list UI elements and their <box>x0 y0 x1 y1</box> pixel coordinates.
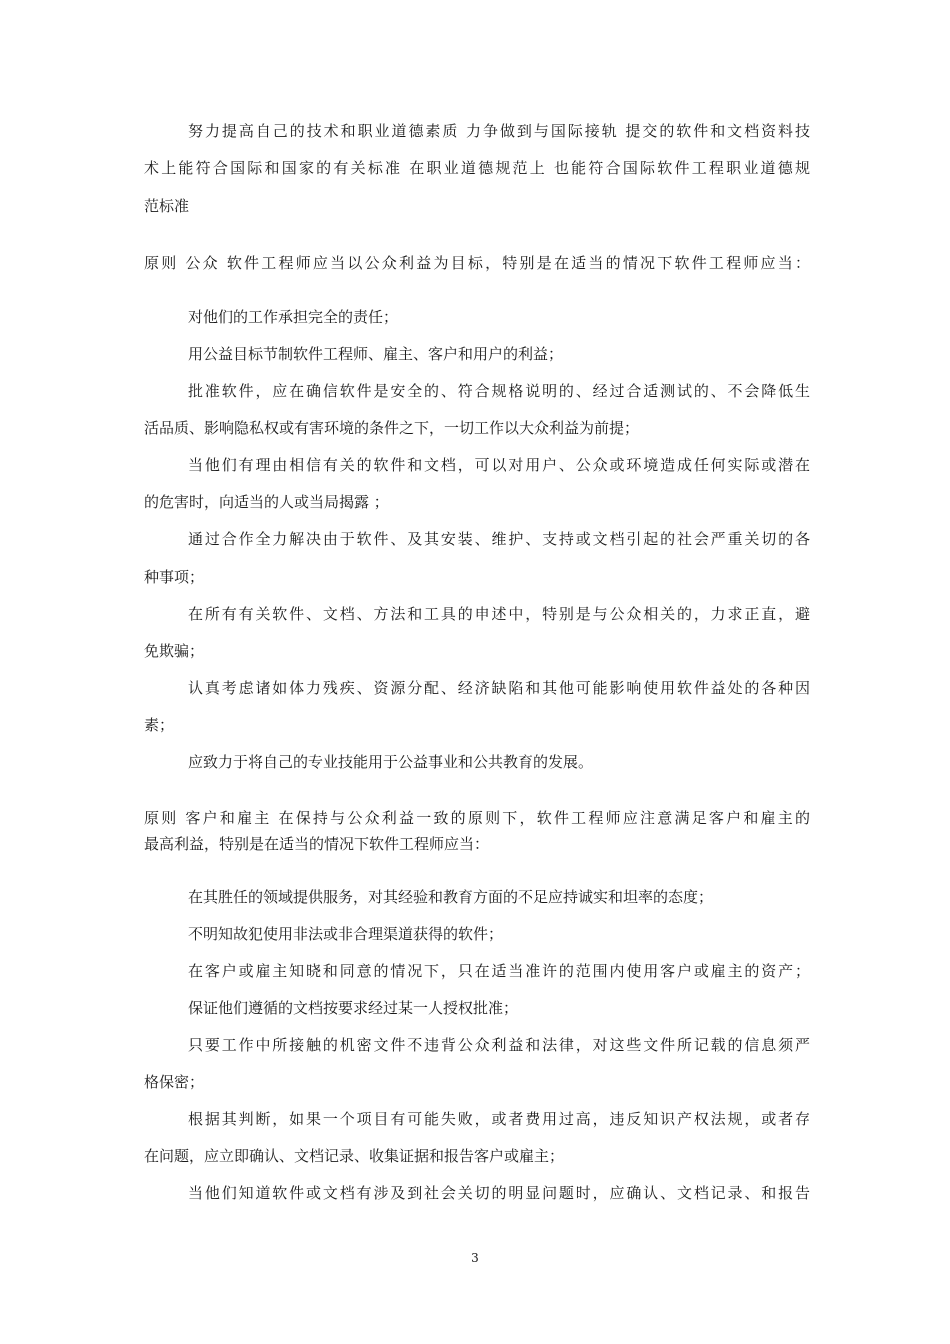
principle-1-item-cont: 素； <box>144 716 175 734</box>
principle-2-item: 不明知故犯使用非法或非合理渠道获得的软件； <box>188 925 504 943</box>
principle-1-item: 认真考虑诸如体力残疾、资源分配、经济缺陷和其他可能影响使用软件益处的各种因 <box>188 679 810 697</box>
principle-2-heading-line-1: 原则 客户和雇主 在保持与公众利益一致的原则下，软件工程师应注意满足客户和雇主的 <box>144 809 810 827</box>
principle-2-item: 只要工作中所接触的机密文件不违背公众利益和法律，对这些文件所记载的信息须严 <box>188 1036 810 1054</box>
principle-1-item-cont: 活品质、影响隐私权或有害环境的条件之下，一切工作以大众利益为前提； <box>144 419 640 437</box>
principle-1-item: 批准软件，应在确信软件是安全的、符合规格说明的、经过合适测试的、不会降低生 <box>188 382 810 400</box>
intro-line-3: 范标准 <box>144 197 190 215</box>
principle-2-item-cont: 在问题，应立即确认、文档记录、收集证据和报告客户或雇主； <box>144 1147 565 1165</box>
principle-1-item: 用公益目标节制软件工程师、雇主、客户和用户的利益； <box>188 345 564 363</box>
principle-2-item: 在客户或雇主知晓和同意的情况下，只在适当准许的范围内使用客户或雇主的资产； <box>188 962 810 980</box>
principle-1-item: 对他们的工作承担完全的责任； <box>188 308 399 326</box>
principle-1-item: 当他们有理由相信有关的软件和文档，可以对用户、公众或环境造成任何实际或潜在 <box>188 456 810 474</box>
principle-2-item: 在其胜任的领域提供服务，对其经验和教育方面的不足应持诚实和坦率的态度； <box>188 888 714 906</box>
principle-1-item: 通过合作全力解决由于软件、及其安装、维护、支持或文档引起的社会严重关切的各 <box>188 530 810 548</box>
principle-1-item-cont: 免欺骗； <box>144 642 205 660</box>
principle-1-heading: 原则 公众 软件工程师应当以公众利益为目标，特别是在适当的情况下软件工程师应当： <box>144 254 810 272</box>
principle-1-item: 应致力于将自己的专业技能用于公益事业和公共教育的发展。 <box>188 753 594 771</box>
principle-2-item: 保证他们遵循的文档按要求经过某一人授权批准； <box>188 999 519 1017</box>
principle-2-item: 根据其判断，如果一个项目有可能失败，或者费用过高，违反知识产权法规，或者存 <box>188 1110 810 1128</box>
principle-2-item: 当他们知道软件或文档有涉及到社会关切的明显问题时，应确认、文档记录、和报告 <box>188 1184 810 1202</box>
principle-2-heading-line-2: 最高利益，特别是在适当的情况下软件工程师应当： <box>144 835 490 853</box>
principle-1-item: 在所有有关软件、文档、方法和工具的申述中，特别是与公众相关的，力求正直，避 <box>188 605 810 623</box>
principle-1-item-cont: 的危害时，向适当的人或当局揭露 ； <box>144 493 389 511</box>
principle-1-item-cont: 种事项； <box>144 568 205 586</box>
intro-line-1: 努力提高自己的技术和职业道德素质 力争做到与国际接轨 提交的软件和文档资料技 <box>188 122 810 140</box>
page-number: 3 <box>471 1251 479 1265</box>
principle-2-item-cont: 格保密； <box>144 1073 205 1091</box>
intro-line-2: 术上能符合国际和国家的有关标准 在职业道德规范上 也能符合国际软件工程职业道德规 <box>144 159 810 177</box>
